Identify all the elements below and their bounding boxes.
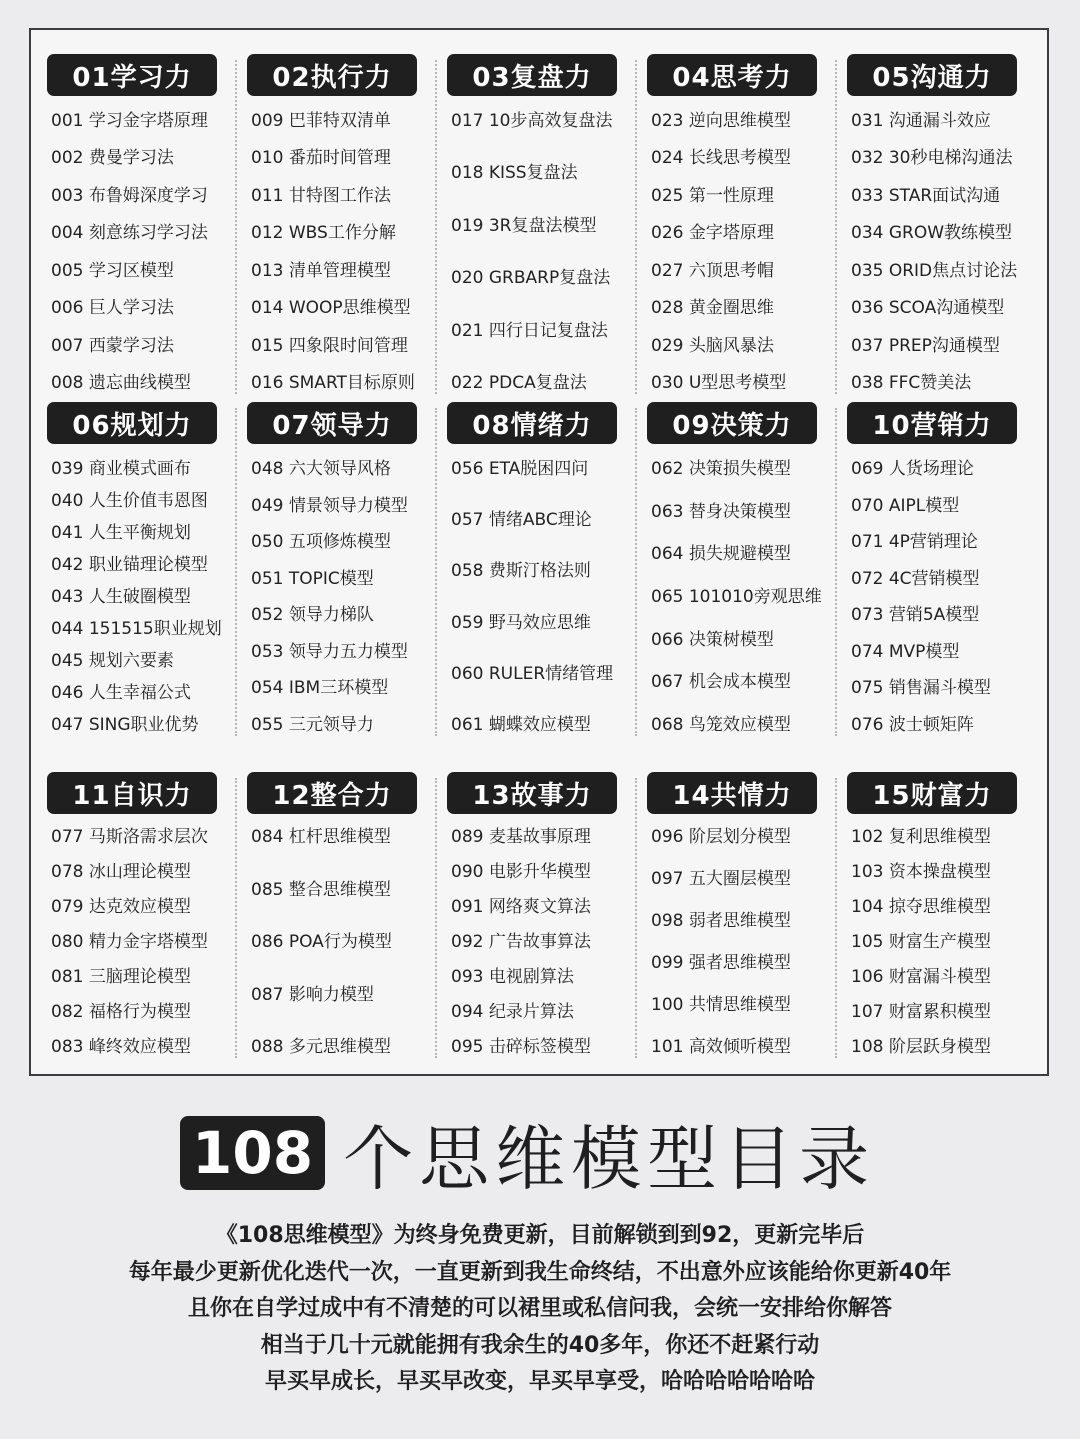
model-item: 044 151515职业规划 [51,619,222,639]
model-item: 041 人生平衡规划 [51,523,191,543]
model-item: 007 西蒙学习法 [51,335,174,356]
model-item: 037 PREP沟通模型 [851,335,1000,356]
model-item: 092 广告故事算法 [451,932,591,952]
description-line: 每年最少更新优化迭代一次，一直更新到我生命终结，不出意外应该能给你更新40年 [128,1259,952,1285]
model-item: 026 金字塔原理 [651,223,774,244]
model-item: 102 复利思维模型 [851,827,991,847]
catalog-row [31,54,1047,400]
category-header: 03复盘力 [447,54,617,96]
model-item: 077 马斯洛需求层次 [51,827,208,847]
model-item: 073 营销5A模型 [851,605,980,626]
model-list [431,110,631,394]
model-item: 030 U型思考模型 [651,372,787,393]
model-item: 024 长线思考模型 [651,148,791,169]
model-item: 095 击碎标签模型 [451,1037,591,1057]
model-item: 075 销售漏斗模型 [851,678,991,699]
model-catalog-panel [29,28,1049,1076]
category-column [431,402,631,742]
model-item: 048 六大领导风格 [251,459,391,479]
model-item: 068 鸟笼效应模型 [651,714,791,735]
model-item: 105 财富生产模型 [851,932,991,952]
model-item: 014 WOOP思维模型 [251,298,411,319]
category-column [831,402,1031,742]
category-header: 02执行力 [247,54,417,96]
model-item: 100 共情思维模型 [651,995,791,1015]
model-item: 104 掠夺思维模型 [851,897,991,917]
title-text: 个思维模型目录 [343,1117,876,1200]
model-item: 008 遗忘曲线模型 [51,372,191,393]
model-item: 062 决策损失模型 [651,459,791,479]
description-line: 早买早成长，早买早改变，早买早享受，哈哈哈哈哈哈哈 [264,1369,815,1395]
model-item: 033 STAR面试沟通 [851,185,1001,206]
model-item: 059 野马效应思维 [451,612,591,633]
model-item: 090 电影升华模型 [451,862,591,882]
model-item: 017 10步高效复盘法 [451,111,613,131]
model-list [631,826,831,1058]
description-line: 且你在自学过成中有不清楚的可以裙里或私信问我，会统一安排给你解答 [187,1296,892,1322]
model-list [631,110,831,394]
model-item: 004 刻意练习学习法 [51,223,208,244]
category-header: 12整合力 [247,772,417,814]
catalog-title [180,1112,876,1200]
model-item: 032 30秒电梯沟通法 [851,148,1013,169]
category-header: 09决策力 [647,402,817,444]
model-list [31,826,231,1058]
catalog-row [31,402,1047,742]
model-list [231,458,431,736]
model-item: 042 职业锚理论模型 [51,555,208,575]
model-item: 001 学习金字塔原理 [51,111,208,131]
model-item: 034 GROW教练模型 [851,223,1013,244]
category-header: 10营销力 [847,402,1017,444]
category-column [231,402,431,742]
model-item: 065 101010旁观思维 [651,586,822,607]
catalog-row [31,772,1047,1064]
description-line: 相当于几十元就能拥有我余生的40多年，你还不赶紧行动 [260,1332,820,1358]
model-item: 080 精力金字塔模型 [51,932,208,952]
model-list [231,110,431,394]
model-item: 064 损失规避模型 [651,544,791,565]
model-list [831,110,1031,394]
model-item: 084 杠杆思维模型 [251,827,391,847]
model-item: 038 FFC赞美法 [851,372,972,393]
model-item: 025 第一性原理 [651,185,774,206]
model-item: 022 PDCA复盘法 [451,372,587,393]
model-item: 067 机会成本模型 [651,672,791,693]
model-item: 069 人货场理论 [851,459,974,479]
category-column [431,772,631,1064]
model-item: 039 商业模式画布 [51,459,191,479]
model-item: 099 强者思维模型 [651,953,791,973]
model-list [31,110,231,394]
model-item: 040 人生价值韦恩图 [51,491,208,511]
model-item: 061 蝴蝶效应模型 [451,714,591,735]
model-item: 089 麦基故事原理 [451,827,591,847]
model-list [831,458,1031,736]
category-column [831,54,1031,400]
model-item: 005 学习区模型 [51,260,174,281]
title-number-badge: 108 [180,1116,325,1190]
model-item: 106 财富漏斗模型 [851,967,991,987]
model-item: 027 六顶思考帽 [651,260,774,281]
model-item: 082 福格行为模型 [51,1002,191,1022]
category-column [31,54,231,400]
model-item: 043 人生破圈模型 [51,587,191,607]
category-header: 07领导力 [247,402,417,444]
category-column [231,54,431,400]
category-header: 13故事力 [447,772,617,814]
model-item: 079 达克效应模型 [51,897,191,917]
model-item: 066 决策树模型 [651,629,774,650]
model-item: 107 财富累积模型 [851,1002,991,1022]
model-item: 029 头脑风暴法 [651,335,774,356]
model-item: 108 阶层跃身模型 [851,1037,991,1057]
model-item: 013 清单管理模型 [251,260,391,281]
category-column [831,772,1031,1064]
model-item: 028 黄金圈思维 [651,298,774,319]
model-item: 045 规划六要素 [51,651,174,671]
model-item: 081 三脑理论模型 [51,967,191,987]
model-item: 103 资本操盘模型 [851,862,991,882]
model-item: 015 四象限时间管理 [251,335,408,356]
model-item: 087 影响力模型 [251,984,374,1005]
model-item: 009 巴菲特双清单 [251,111,391,131]
model-list [631,458,831,736]
model-item: 021 四行日记复盘法 [451,320,608,341]
description-line: 《108思维模型》为终身免费更新，目前解锁到到92，更新完毕后 [215,1223,865,1248]
model-list [431,826,631,1058]
model-item: 074 MVP模型 [851,641,960,662]
model-list [231,826,431,1058]
category-header: 14共情力 [647,772,817,814]
category-column [431,54,631,400]
model-item: 016 SMART目标原则 [251,372,415,393]
category-header: 08情绪力 [447,402,617,444]
model-item: 002 费曼学习法 [51,148,174,169]
model-item: 035 ORID焦点讨论法 [851,260,1018,281]
model-item: 060 RULER情绪管理 [451,663,614,684]
model-item: 018 KISS复盘法 [451,163,578,184]
model-item: 051 TOPIC模型 [251,568,374,589]
model-item: 070 AIPL模型 [851,495,960,516]
model-item: 055 三元领导力 [251,714,374,735]
category-column [631,54,831,400]
model-list [31,458,231,736]
model-item: 097 五大圈层模型 [651,869,791,889]
category-header: 15财富力 [847,772,1017,814]
model-item: 023 逆向思维模型 [651,111,791,131]
model-item: 072 4C营销模型 [851,568,980,589]
model-item: 086 POA行为模型 [251,932,392,952]
description-block [0,1218,1080,1401]
model-item: 031 沟通漏斗效应 [851,111,991,131]
model-item: 063 替身决策模型 [651,501,791,522]
model-item: 047 SING职业优势 [51,715,199,735]
model-item: 057 情绪ABC理论 [451,510,592,531]
model-item: 036 SCOA沟通模型 [851,298,1005,319]
model-item: 052 领导力梯队 [251,605,374,626]
model-item: 071 4P营销理论 [851,532,978,553]
category-column [231,772,431,1064]
model-item: 101 高效倾听模型 [651,1037,791,1057]
category-column [631,402,831,742]
category-header: 11自识力 [47,772,217,814]
model-item: 049 情景领导力模型 [251,495,408,516]
category-header: 06规划力 [47,402,217,444]
model-item: 053 领导力五力模型 [251,641,408,662]
model-item: 010 番茄时间管理 [251,148,391,169]
model-item: 054 IBM三环模型 [251,678,389,699]
category-header: 04思考力 [647,54,817,96]
model-item: 096 阶层划分模型 [651,827,791,847]
category-header: 01学习力 [47,54,217,96]
model-item: 058 费斯汀格法则 [451,561,591,582]
model-item: 046 人生幸福公式 [51,683,191,703]
model-item: 083 峰终效应模型 [51,1037,191,1057]
model-item: 003 布鲁姆深度学习 [51,185,208,206]
category-column [31,402,231,742]
model-item: 091 网络爽文算法 [451,897,591,917]
model-list [431,458,631,736]
model-item: 006 巨人学习法 [51,298,174,319]
model-item: 085 整合思维模型 [251,879,391,900]
model-item: 056 ETA脱困四问 [451,459,589,479]
model-item: 078 冰山理论模型 [51,862,191,882]
model-item: 050 五项修炼模型 [251,532,391,553]
model-item: 076 波士顿矩阵 [851,714,974,735]
model-item: 088 多元思维模型 [251,1037,391,1057]
category-header: 05沟通力 [847,54,1017,96]
category-column [631,772,831,1064]
model-item: 094 纪录片算法 [451,1002,574,1022]
model-item: 098 弱者思维模型 [651,911,791,931]
model-item: 012 WBS工作分解 [251,223,396,244]
model-item: 020 GRBARP复盘法 [451,268,611,289]
model-item: 093 电视剧算法 [451,967,574,987]
category-column [31,772,231,1064]
model-list [831,826,1031,1058]
model-item: 011 甘特图工作法 [251,185,391,206]
model-item: 019 3R复盘法模型 [451,215,597,236]
